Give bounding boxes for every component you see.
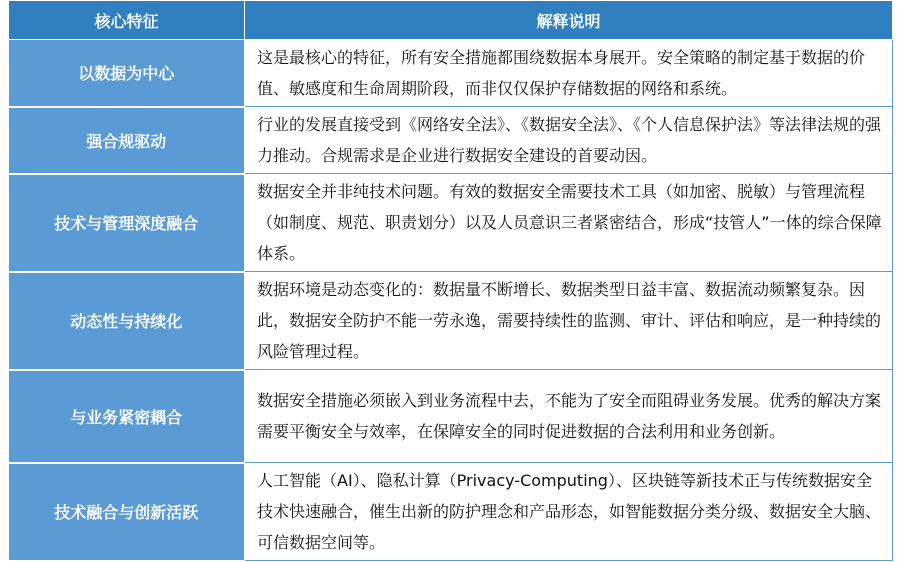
header-row bbox=[9, 1, 893, 40]
table-row bbox=[9, 463, 893, 561]
description-cell: 人工智能（AI）、隐私计算（Privacy-Computing）、区块链等新技术正与传统数据安全技术快速融合，催生出新的防护理念和产品形态，如智能数据分类分级、数据安全大脑、可信数据空间等。 bbox=[245, 463, 893, 561]
feature-cell: 动态性与持续化 bbox=[9, 272, 245, 370]
table-row bbox=[9, 40, 893, 107]
description-cell: 数据安全措施必须嵌入到业务流程中去，不能为了安全而阻碍业务发展。优秀的解决方案需要平衡安全与效率，在保障安全的同时促进数据的合法利用和业务创新。 bbox=[245, 370, 893, 463]
table-header bbox=[9, 1, 893, 40]
header-description: 解释说明 bbox=[245, 1, 893, 40]
description-cell: 行业的发展直接受到《网络安全法》、《数据安全法》、《个人信息保护法》等法律法规的强力推动。合规需求是企业进行数据安全建设的首要动因。 bbox=[245, 107, 893, 174]
feature-cell: 强合规驱动 bbox=[9, 107, 245, 174]
description-cell: 数据安全并非纯技术问题。有效的数据安全需要技术工具（如加密、脱敏）与管理流程（如制度、规范、职责划分）以及人员意识三者紧密结合，形成“技管人”一体的综合保障体系。 bbox=[245, 174, 893, 272]
features-table bbox=[8, 0, 893, 562]
table-row bbox=[9, 370, 893, 463]
table-body bbox=[9, 40, 893, 561]
table-row bbox=[9, 174, 893, 272]
description-cell: 这是最核心的特征，所有安全措施都围绕数据本身展开。安全策略的制定基于数据的价值、敏感度和生命周期阶段，而非仅仅保护存储数据的网络和系统。 bbox=[245, 40, 893, 107]
header-feature: 核心特征 bbox=[9, 1, 245, 40]
table-row bbox=[9, 107, 893, 174]
feature-cell: 与业务紧密耦合 bbox=[9, 370, 245, 463]
table-row bbox=[9, 272, 893, 370]
description-cell: 数据环境是动态变化的：数据量不断增长、数据类型日益丰富、数据流动频繁复杂。因此，数据安全防护不能一劳永逸，需要持续性的监测、审计、评估和响应，是一种持续的风险管理过程。 bbox=[245, 272, 893, 370]
feature-cell: 技术与管理深度融合 bbox=[9, 174, 245, 272]
feature-cell: 技术融合与创新活跃 bbox=[9, 463, 245, 561]
feature-cell: 以数据为中心 bbox=[9, 40, 245, 107]
